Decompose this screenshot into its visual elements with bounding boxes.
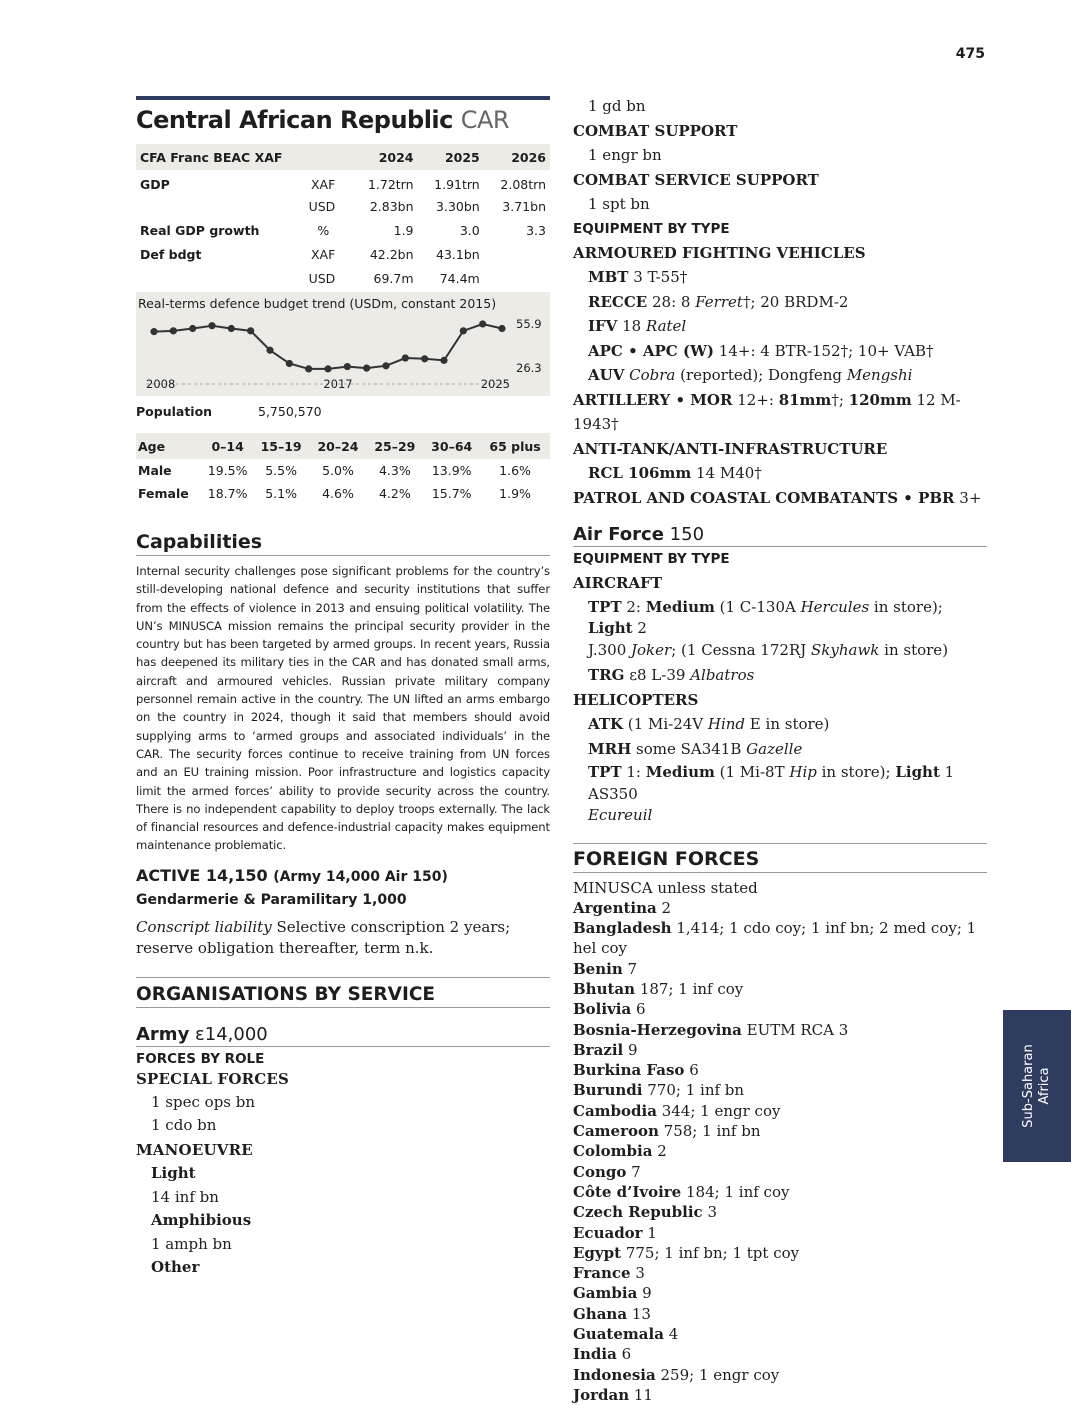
- equipment-key: MRH: [588, 739, 632, 758]
- row-unit: USD: [308, 198, 336, 214]
- country-title: [136, 106, 550, 134]
- deployment-text: 9: [623, 1040, 638, 1059]
- equipment-key: TPT: [588, 597, 622, 616]
- equipment-text: 14 M40†: [691, 464, 762, 482]
- equipment-by-type-heading: EQUIPMENT BY TYPE: [573, 220, 730, 237]
- y-tick-label: 55.9: [516, 317, 542, 331]
- table-row: [136, 459, 550, 482]
- deployment-text: EUTM RCA 3: [741, 1020, 849, 1039]
- cell: 3.30bn: [436, 198, 480, 214]
- deployment-text: 1: [642, 1223, 657, 1242]
- equipment-recce: [573, 290, 987, 315]
- country-name: Colombia: [573, 1142, 653, 1161]
- army-name: Army: [136, 1023, 190, 1045]
- equipment-class: Light: [895, 763, 940, 781]
- equipment-calibre: 81mm: [778, 390, 832, 409]
- deployment-text: 3: [630, 1264, 645, 1283]
- currency-header: CFA Franc BEAC XAF: [140, 149, 283, 165]
- equipment-text: (1 Mi-8T: [714, 763, 790, 781]
- equipment-name: Hip: [789, 763, 817, 781]
- country-abbr: CAR: [460, 106, 510, 134]
- subrole-amphibious: Amphibious: [151, 1211, 252, 1230]
- data-point: [402, 354, 409, 361]
- equipment-ifv: [573, 314, 987, 339]
- list-item: 1 spec ops bn: [151, 1092, 256, 1111]
- list-item: [573, 979, 987, 999]
- population-label: Population: [136, 404, 213, 419]
- cell: 1.6%: [499, 463, 531, 478]
- age-header: 25–29: [374, 438, 416, 454]
- equipment-name: Cobra: [629, 366, 676, 384]
- data-point: [440, 357, 447, 364]
- equipment-name: Ferret: [695, 292, 743, 311]
- equipment-auv: [573, 363, 987, 388]
- cell: 43.1bn: [436, 246, 480, 262]
- deployment-text: 758; 1 inf bn: [658, 1122, 761, 1141]
- equipment-heli-tpt: [573, 762, 987, 827]
- data-point: [286, 360, 293, 367]
- equipment-text: ; (1 Cessna 172RJ: [671, 640, 812, 659]
- deployment-text: 11: [629, 1385, 653, 1404]
- table-row: [136, 242, 550, 266]
- cell: 18.7%: [207, 486, 248, 501]
- equipment-text: 3+: [954, 488, 982, 507]
- deployment-text: 4: [663, 1325, 679, 1344]
- foreign-forces-heading: FOREIGN FORCES: [573, 843, 987, 873]
- equipment-text: 18: [617, 317, 646, 335]
- cell: 42.2bn: [369, 246, 414, 262]
- data-point: [421, 355, 428, 362]
- equipment-key: TRG: [588, 666, 625, 684]
- list-item: [573, 1202, 987, 1222]
- country-name: Bhutan: [573, 979, 636, 998]
- equipment-text: 2: [632, 619, 647, 637]
- country-name: Czech Republic: [573, 1203, 703, 1222]
- equipment-name: Mengshi: [846, 366, 913, 384]
- equipment-text: (1 C-130A: [714, 597, 801, 616]
- row-unit: %: [317, 222, 330, 238]
- economic-table: [136, 144, 550, 290]
- list-item: [573, 1040, 987, 1060]
- country-name: Congo: [573, 1162, 627, 1181]
- role-combat-service-support: COMBAT SERVICE SUPPORT: [573, 170, 819, 189]
- row-unit: XAF: [310, 176, 336, 192]
- equipment-text: in store);: [816, 763, 896, 781]
- data-point: [170, 327, 177, 334]
- cell: 5.0%: [322, 463, 354, 478]
- equipment-name: Hercules: [800, 597, 870, 616]
- list-item: [573, 898, 987, 918]
- cell: 3.3: [526, 222, 546, 238]
- equipment-text: 28: 8: [647, 292, 696, 311]
- equipment-text: 12+:: [732, 390, 779, 409]
- equipment-key: IFV: [588, 317, 618, 335]
- country-name: Benin: [573, 959, 623, 978]
- cell: 3.0: [459, 222, 480, 238]
- data-point: [344, 363, 351, 370]
- series-line: [154, 324, 502, 369]
- role-combat-support: COMBAT SUPPORT: [573, 121, 738, 140]
- equipment-text: 12 M-1943†: [573, 390, 961, 433]
- cell: 4.2%: [378, 486, 411, 501]
- country-name: France: [573, 1264, 631, 1283]
- conscript-text: Selective conscription 2 years; reserve obligation thereafter, term n.k.: [136, 917, 511, 957]
- section-tab-label: [1021, 1044, 1053, 1127]
- list-item: [573, 1020, 987, 1040]
- cell: 19.5%: [207, 463, 248, 478]
- age-table: [136, 433, 550, 505]
- data-point: [208, 322, 215, 329]
- list-item: [573, 1080, 987, 1100]
- equipment-text: some SA341B: [631, 739, 747, 758]
- foreign-forces-intro: MINUSCA unless stated: [573, 878, 758, 897]
- row-unit: XAF: [310, 246, 336, 262]
- section-tab: [1003, 1010, 1071, 1162]
- equipment-text: 2:: [621, 597, 646, 616]
- list-item: 14 inf bn: [151, 1187, 219, 1206]
- data-point: [324, 365, 331, 372]
- list-item: [573, 1101, 987, 1121]
- cell: 74.4m: [439, 270, 480, 286]
- deployment-text: 6: [631, 1000, 646, 1019]
- cell: 2.83bn: [369, 198, 414, 214]
- list-item: 1 cdo bn: [151, 1116, 217, 1135]
- cell: 1.9: [393, 222, 414, 238]
- cell: 2.08trn: [500, 176, 546, 192]
- deployment-text: 9: [637, 1284, 652, 1303]
- equipment-text: 14+: 4 BTR-152†; 10+ VAB†: [714, 341, 934, 360]
- equipment-by-type-heading: EQUIPMENT BY TYPE: [573, 551, 730, 567]
- equipment-rcl: [573, 461, 987, 486]
- subrole-other: Other: [151, 1258, 200, 1277]
- active-detail: (Army 14,000 Air 150) Gendarmerie & Paramilitary 1,000: [136, 868, 448, 908]
- data-point: [150, 328, 157, 335]
- country-name: Bangladesh: [573, 919, 672, 938]
- active-strength: [136, 865, 550, 911]
- forces-by-role-heading: FORCES BY ROLE: [136, 1050, 265, 1067]
- data-point: [266, 347, 273, 354]
- equipment-atk: [573, 712, 987, 737]
- equipment-apc: [573, 339, 987, 364]
- cell: 69.7m: [373, 270, 414, 286]
- country-name: Burkina Faso: [573, 1061, 685, 1080]
- org-heading: ORGANISATIONS BY SERVICE: [136, 977, 550, 1008]
- country-name: Cambodia: [573, 1101, 657, 1120]
- country-name: Gambia: [573, 1284, 638, 1303]
- list-item: [573, 1223, 987, 1243]
- list-item: [573, 1304, 987, 1324]
- country-name: Côte d’Ivoire: [573, 1182, 682, 1201]
- equipment-text: 1:: [621, 763, 646, 781]
- conscript-label: Conscript liability: [136, 917, 272, 936]
- list-item: 1 engr bn: [588, 146, 662, 164]
- row-label: Male: [138, 463, 172, 478]
- trend-chart-svg: [136, 292, 550, 396]
- data-point: [189, 325, 196, 332]
- chart-title: Real-terms defence budget trend (USDm, constant 2015): [138, 296, 497, 311]
- list-item: [573, 918, 987, 959]
- equipment-tpt: [573, 597, 987, 662]
- deployment-text: 2: [652, 1142, 667, 1161]
- deployment-text: 2: [656, 898, 672, 917]
- cell: [484, 242, 550, 266]
- age-header: 30–64: [431, 438, 473, 454]
- data-point: [460, 327, 467, 334]
- list-item: [573, 1141, 987, 1161]
- row-label: [136, 266, 294, 290]
- equipment-key: RCL 106mm: [588, 464, 692, 482]
- equipment-patrol: [573, 486, 987, 511]
- age-header: 15–19: [260, 438, 302, 454]
- title-bar: [136, 96, 550, 100]
- equipment-text: †;: [831, 390, 849, 409]
- equipment-class: Medium: [645, 597, 715, 616]
- cell: 13.9%: [431, 463, 472, 478]
- country-name: Guatemala: [573, 1325, 664, 1344]
- equipment-key: AUV: [588, 366, 625, 384]
- year-header: 2024: [378, 149, 414, 165]
- deployment-text: 770; 1 inf bn: [642, 1081, 745, 1100]
- row-label: GDP: [140, 176, 170, 192]
- country-name: Argentina: [573, 898, 657, 917]
- data-point: [479, 320, 486, 327]
- list-item: [573, 1283, 987, 1303]
- data-point: [247, 327, 254, 334]
- equipment-name: Skyhawk: [811, 640, 880, 659]
- country-name: Cameroon: [573, 1122, 659, 1141]
- row-label: Real GDP growth: [140, 222, 260, 238]
- list-item: [573, 1344, 987, 1364]
- equipment-name: Ecureuil: [588, 806, 653, 824]
- equipment-text: (1 Mi-24V: [623, 715, 708, 733]
- list-item: [573, 1243, 987, 1263]
- equipment-class: Medium: [645, 763, 715, 781]
- table-row: [136, 218, 550, 242]
- equipment-text: in store): [879, 640, 949, 659]
- army-heading: [136, 1024, 550, 1047]
- cell: 1.91trn: [434, 176, 480, 192]
- list-item: 1 gd bn: [588, 97, 646, 115]
- country-name: Central African Republic: [136, 106, 453, 134]
- data-point: [363, 365, 370, 372]
- equipment-name: Hind: [707, 715, 746, 733]
- deployment-text: 1,414; 1 cdo coy; 1 inf bn; 2 med coy; 1 hel coy: [573, 919, 977, 958]
- list-item: [573, 1162, 987, 1182]
- age-header: 65 plus: [489, 438, 541, 454]
- data-point: [228, 325, 235, 332]
- row-label: Female: [138, 486, 189, 501]
- age-table-header: [136, 433, 550, 459]
- deployment-text: 344; 1 engr coy: [656, 1101, 781, 1120]
- equipment-key: ATK: [588, 715, 624, 733]
- country-name: Bosnia-Herzegovina: [573, 1020, 742, 1039]
- equipment-trg: [573, 663, 987, 688]
- table-row: [136, 194, 550, 218]
- equipment-artillery: [573, 388, 987, 437]
- row-label: [136, 194, 294, 218]
- data-point: [305, 365, 312, 372]
- active-main: ACTIVE 14,150: [136, 865, 268, 885]
- cell: 5.5%: [265, 463, 297, 478]
- age-header: Age: [138, 438, 166, 454]
- capabilities-heading: Capabilities: [136, 531, 550, 556]
- equipment-name: Joker: [631, 640, 672, 659]
- deployment-text: 13: [627, 1304, 651, 1323]
- budget-trend-chart: [136, 292, 550, 396]
- list-item: [573, 1365, 987, 1385]
- list-item: 1 spt bn: [588, 195, 650, 213]
- deployment-text: 775; 1 inf bn; 1 tpt coy: [621, 1243, 800, 1262]
- list-item: [573, 1121, 987, 1141]
- capabilities-text: Internal security challenges pose significant problems for the country’s still-developing national defence and security institutions that suffer from the effects of violence in 2013 and ensuing political volatility. The UN’s MINUSCA mission remains the principal security provider in the country but has been targeted by armed groups. In recent years, Russia has deepened its military ties in the CAR and has donated small arms, aircraft and armoured vehicles. Russian private military company personnel remain active in the country. The UN lifted an arms embargo on the country in 2024, though it said that members should avoid supplying arms to ‘armed groups and associated individuals’ in the CAR. The security forces continue to receive training from UN forces and an EU training mission. Poor infrastructure and logistics capacity limit the armed forces’ ability to provide security across the country. There is no independent capability to deploy troops externally. The lack of financial resources and defence-industrial capacity makes equipment maintenance problematic.: [136, 564, 550, 853]
- deployment-text: 6: [616, 1345, 632, 1364]
- equipment-text: J.300: [588, 640, 632, 659]
- y-tick-label: 26.3: [516, 361, 542, 375]
- conscript-liability: [136, 917, 550, 959]
- at-heading: ANTI-TANK/ANTI-INFRASTRUCTURE: [573, 439, 888, 458]
- equipment-text: in store);: [869, 597, 943, 616]
- row-label: Def bdgt: [140, 246, 202, 262]
- equipment-calibre: 120mm: [848, 390, 912, 409]
- year-header: 2025: [444, 149, 480, 165]
- equipment-text: 3 T-55†: [628, 268, 688, 286]
- equipment-name: Gazelle: [746, 739, 803, 758]
- population-row: [136, 404, 550, 419]
- cell: 15.7%: [431, 486, 472, 501]
- section-tab-line: Sub-Saharan: [1021, 1044, 1036, 1128]
- cell: 1.72trn: [367, 176, 414, 192]
- equipment-key: ARTILLERY • MOR: [573, 390, 733, 409]
- deployment-text: 3: [702, 1203, 717, 1222]
- equipment-text: (reported); Dongfeng: [675, 366, 847, 384]
- helicopters-heading: HELICOPTERS: [573, 690, 699, 709]
- list-item: 1 amph bn: [151, 1234, 232, 1253]
- x-tick-label: 2017: [323, 377, 353, 391]
- list-item: [573, 999, 987, 1019]
- list-item: [573, 1324, 987, 1344]
- deployment-text: 184; 1 inf coy: [681, 1182, 790, 1201]
- year-header: 2026: [511, 149, 546, 165]
- data-point: [498, 325, 505, 332]
- equipment-key: TPT: [588, 763, 622, 781]
- country-name: India: [573, 1345, 617, 1364]
- row-unit: USD: [308, 270, 336, 286]
- country-name: Indonesia: [573, 1365, 656, 1384]
- cell: [484, 266, 550, 290]
- equipment-class: Light: [588, 619, 633, 637]
- equipment-key: MBT: [588, 268, 629, 286]
- page-number: 475: [955, 46, 985, 62]
- age-header: 0–14: [211, 438, 244, 454]
- population-value: 5,750,570: [258, 404, 322, 419]
- equipment-name: Ratel: [645, 317, 687, 335]
- equipment-mbt: [573, 265, 987, 290]
- equipment-key: APC • APC (W): [588, 341, 715, 360]
- country-name: Brazil: [573, 1040, 624, 1059]
- deployment-text: 6: [684, 1061, 699, 1080]
- cell: 4.6%: [322, 486, 354, 501]
- country-name: Egypt: [573, 1243, 622, 1262]
- country-name: Bolivia: [573, 1000, 632, 1019]
- aircraft-heading: AIRCRAFT: [573, 574, 662, 592]
- country-name: Ghana: [573, 1304, 628, 1323]
- country-name: Burundi: [573, 1081, 643, 1100]
- army-strength: ε14,000: [189, 1023, 268, 1045]
- equipment-text: E in store): [745, 715, 830, 733]
- x-tick-label: 2025: [480, 377, 510, 391]
- section-tab-line: Africa: [1037, 1067, 1052, 1105]
- cell: 3.71bn: [502, 198, 546, 214]
- deployment-text: 7: [626, 1162, 641, 1181]
- right-column: [573, 94, 987, 1405]
- table-row: [136, 482, 550, 505]
- list-item: [573, 1182, 987, 1202]
- list-item: [573, 1385, 987, 1405]
- air-force-name: Air Force: [573, 524, 664, 545]
- afv-heading: ARMOURED FIGHTING VEHICLES: [573, 243, 866, 262]
- equipment-key: RECCE: [588, 292, 648, 311]
- cell: 1.9%: [499, 486, 531, 501]
- list-item: [573, 1263, 987, 1283]
- list-item: [573, 1060, 987, 1080]
- air-force-strength: 150: [663, 524, 705, 545]
- foreign-forces-list: [573, 898, 987, 1405]
- table-row: [136, 170, 550, 194]
- equipment-name: Albatros: [690, 666, 755, 684]
- equipment-mrh: [573, 737, 987, 762]
- economic-table-header: [136, 144, 550, 170]
- country-name: Ecuador: [573, 1223, 643, 1242]
- equipment-key: PATROL AND COASTAL COMBATANTS • PBR: [573, 488, 955, 507]
- equipment-text: ε8 L-39: [624, 666, 691, 684]
- deployment-text: 7: [622, 959, 638, 978]
- deployment-text: 259; 1 engr coy: [655, 1365, 780, 1384]
- equipment-text: †; 20 BRDM-2: [742, 292, 849, 311]
- role-special-forces: SPECIAL FORCES: [136, 1069, 290, 1088]
- cell: 4.3%: [378, 463, 411, 478]
- x-tick-label: 2008: [146, 377, 176, 391]
- deployment-text: 187; 1 inf coy: [635, 979, 744, 998]
- air-force-heading: [573, 524, 987, 547]
- equipment-text: 1 AS350: [588, 763, 955, 803]
- left-column: [136, 96, 550, 1280]
- country-name: Jordan: [573, 1385, 630, 1404]
- age-header: 20–24: [317, 438, 359, 454]
- data-point: [382, 362, 389, 369]
- table-row: [136, 266, 550, 290]
- subrole-light: Light: [151, 1163, 196, 1182]
- cell: 5.1%: [265, 486, 297, 501]
- list-item: [573, 959, 987, 979]
- role-manoeuvre: MANOEUVRE: [136, 1140, 253, 1159]
